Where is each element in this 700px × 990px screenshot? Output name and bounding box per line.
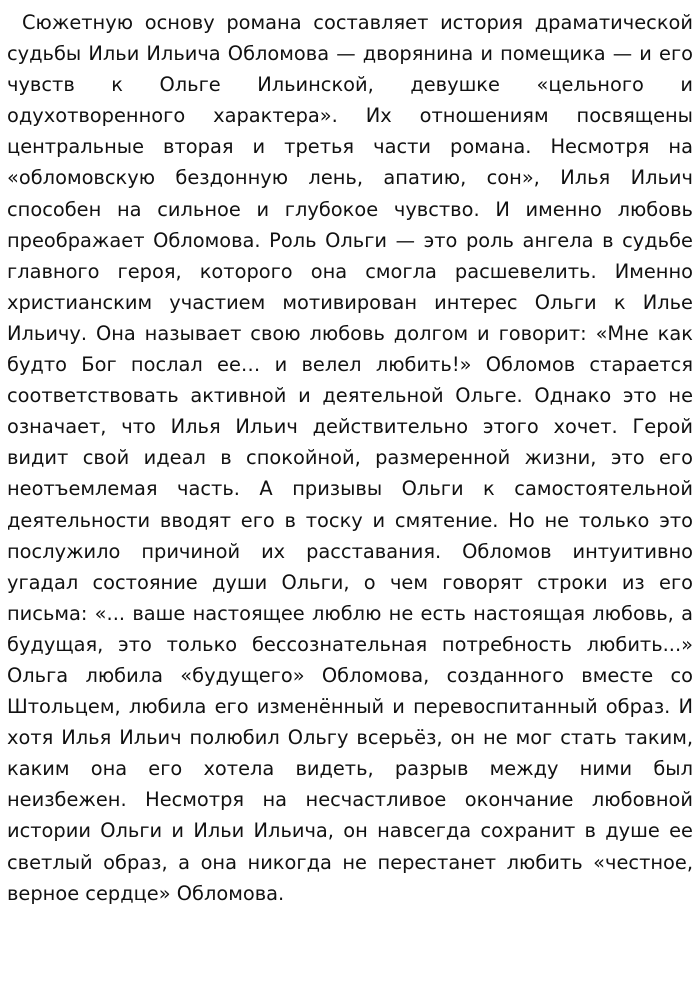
- document-page: [7, 7, 693, 909]
- essay-paragraph: Сюжетную основу романа составляет история драматической судьбы Ильи Ильича Обломова — дворянина и помещика — и его чувств к Ольге Ильинской, девушке «цельного и одухотворенного характера». Их отношениям посвящены центральные вторая и третья части романа. Несмотря на «обломовскую бездонную лень, апатию, сон», Илья Ильич способен на сильное и глубокое чувство. И именно любовь преображает Обломова. Роль Ольги — это роль ангела в судьбе главного героя, которого она смогла расшевелить. Именно христианским участием мотивирован интерес Ольги к Илье Ильичу. Она называет свою любовь долгом и говорит: «Мне как будто Бог послал ее… и велел любить!» Обломов старается соответствовать активной и деятельной Ольге. Однако это не означает, что Илья Ильич действительно этого хочет. Герой видит свой идеал в спокойной, размеренной жизни, это его неотъемлемая часть. А призывы Ольги к самостоятельной деятельности вводят его в тоску и смятение. Но не только это послужило причиной их расставания. Обломов интуитивно угадал состояние души Ольги, о чем говорят строки из его письма: «... ваше настоящее люблю не есть настоящая любовь, а будущая, это только бессознательная потребность любить...» Ольга любила «будущего» Обломова, созданного вместе со Штольцем, любила его изменённый и перевоспитанный образ. И хотя Илья Ильич полюбил Ольгу всерьёз, он не мог стать таким, каким она его хотела видеть, разрыв между ними был неизбежен. Несмотря на несчастливое окончание любовной истории Ольги и Ильи Ильича, он навсегда сохранит в душе ее светлый образ, а она никогда не перестанет любить «честное, верное сердце» Обломова.: [7, 11, 693, 905]
